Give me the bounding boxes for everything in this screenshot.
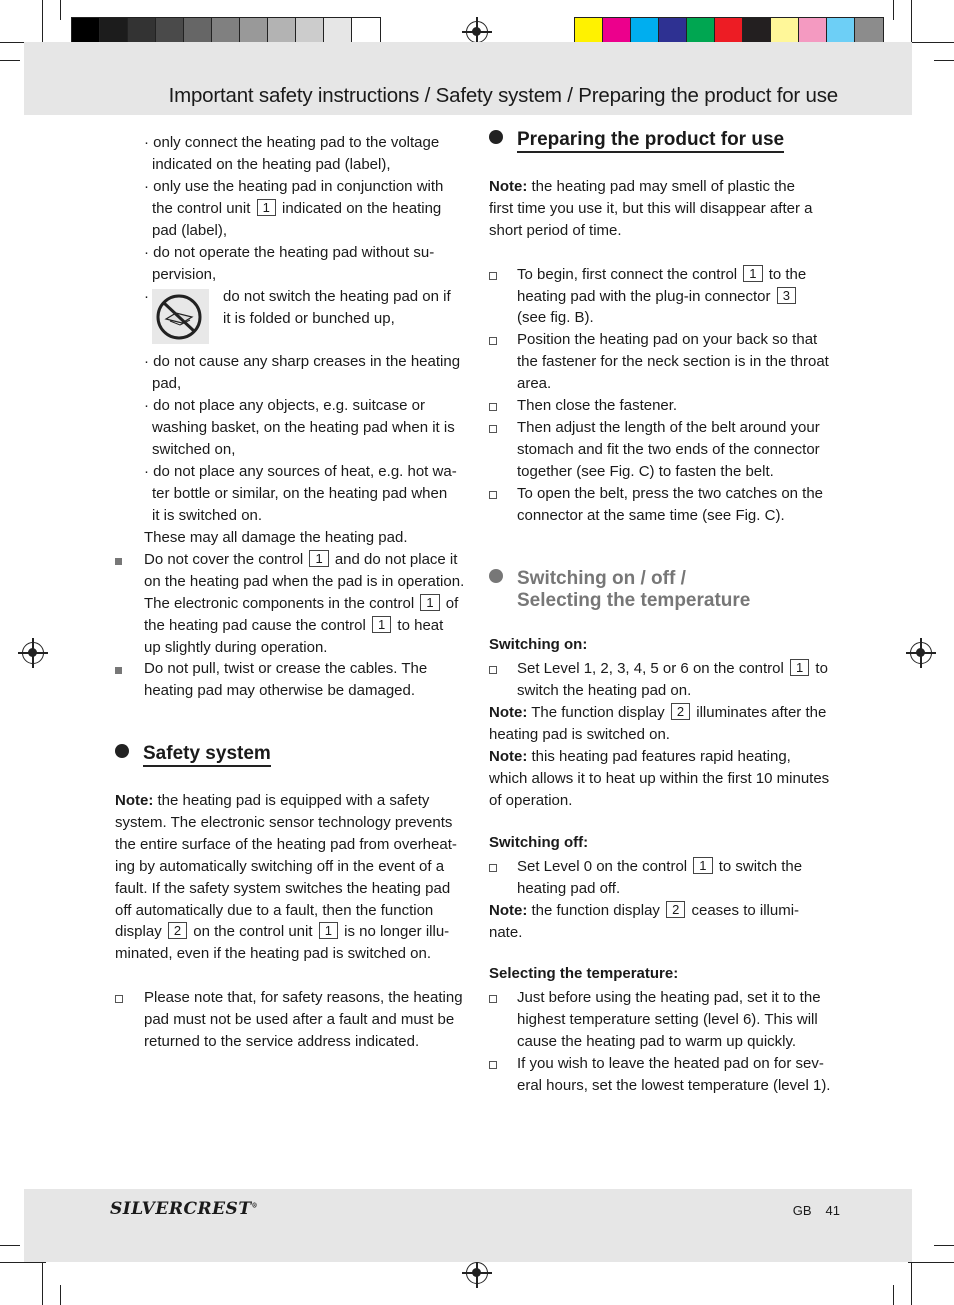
ref-control: 1: [743, 265, 762, 282]
text-line: do not switch the heating pad on if: [223, 288, 451, 305]
text-line: · do not place any sources of heat, e.g. hot wa-: [144, 463, 457, 480]
text-line: minated, even if the heating pad is switched on.: [115, 945, 432, 962]
registration-mark-icon: [466, 21, 488, 43]
crop-mark: [60, 0, 61, 20]
text-line: switch the heating pad on.: [517, 682, 692, 699]
crop-mark: [42, 0, 43, 46]
text-line: highest temperature setting (level 6). This will: [517, 1011, 818, 1028]
checkbox-bullet: [489, 1061, 497, 1069]
ref-control: 1: [790, 659, 809, 676]
bullet-square: [115, 558, 122, 565]
ref-control: 1: [420, 594, 439, 611]
text-line: If you wish to leave the heated pad on for sev-: [517, 1055, 824, 1072]
checkbox-bullet: [489, 864, 497, 872]
ref-control: 1: [319, 922, 338, 939]
text-line: Note: the heating pad is equipped with a safety: [115, 792, 430, 809]
text-line: Note: this heating pad features rapid heating,: [489, 748, 791, 765]
text-line: Then close the fastener.: [517, 397, 678, 414]
ref-display: 2: [671, 703, 690, 720]
crop-mark: [893, 0, 894, 20]
text-line: · do not place any objects, e.g. suitcase or: [144, 397, 425, 414]
text-line: together (see Fig. C) to fasten the belt.: [517, 463, 774, 480]
subheading-switching-off: Switching off:: [489, 834, 589, 851]
checkbox-bullet: [489, 272, 497, 280]
text-line: The electronic components in the control 1 of: [144, 595, 459, 612]
text-line: eral hours, set the lowest temperature (level 1).: [517, 1077, 831, 1094]
text-line: pad (label),: [152, 222, 228, 239]
text-line: · do not operate the heating pad without su-: [144, 244, 435, 261]
text-line: of operation.: [489, 792, 573, 809]
section-heading-switching: Switching on / off /: [489, 568, 686, 590]
crop-mark: [0, 1262, 46, 1263]
ref-control: 1: [257, 199, 276, 216]
registration-mark-icon: [22, 642, 44, 664]
text-line: Note: The function display 2 illuminates after the: [489, 704, 827, 721]
text-line: switched on,: [152, 441, 236, 458]
subheading-temperature: Selecting the temperature:: [489, 965, 679, 982]
no-folding-icon: [152, 289, 209, 344]
text-line: nate.: [489, 924, 523, 941]
page-number: 41: [825, 1203, 840, 1218]
subheading-switching-on: Switching on:: [489, 636, 588, 653]
text-line: Do not cover the control 1 and do not place it: [144, 551, 458, 568]
checkbox-bullet: [115, 995, 123, 1003]
text-line: These may all damage the heating pad.: [144, 529, 408, 546]
text-line: first time you use it, but this will disappear after a: [489, 200, 813, 217]
text-line: (see fig. B).: [517, 309, 594, 326]
checkbox-bullet: [489, 666, 497, 674]
ref-control: 1: [693, 857, 712, 874]
text-line: indicated on the heating pad (label),: [152, 156, 391, 173]
text-line: washing basket, on the heating pad when it is: [152, 419, 455, 436]
text-line: it is folded or bunched up,: [223, 310, 395, 327]
text-line: pervision,: [152, 266, 217, 283]
crop-mark: [0, 60, 20, 61]
page-footer: [24, 1189, 912, 1262]
section-heading-preparing: Preparing the product for use: [489, 129, 784, 151]
text-line: ·: [144, 288, 149, 305]
checkbox-bullet: [489, 403, 497, 411]
section-heading-safety-system: Safety system: [115, 743, 271, 765]
text-line: heating pad off.: [517, 880, 621, 897]
crop-mark: [934, 60, 954, 61]
checkbox-bullet: [489, 491, 497, 499]
text-line: Position the heating pad on your back so that: [517, 331, 818, 348]
text-line: off automatically due to a fault, then the function: [115, 902, 434, 919]
section-heading-switching-line2: Selecting the temperature: [517, 590, 751, 611]
text-line: the entire surface of the heating pad from overheat-: [115, 836, 457, 853]
text-line: display 2 on the control unit 1 is no longer illu-: [115, 923, 450, 940]
text-line: Then adjust the length of the belt around your: [517, 419, 820, 436]
bullet-square: [115, 667, 122, 674]
text-line: returned to the service address indicated.: [144, 1033, 420, 1050]
crop-mark: [60, 1285, 61, 1305]
text-line: heating pad may otherwise be damaged.: [144, 682, 416, 699]
text-line: fault. If the safety system switches the heating pad: [115, 880, 451, 897]
text-line: pad,: [152, 375, 182, 392]
text-line: heating pad is switched on.: [489, 726, 670, 743]
text-line: the heating pad cause the control 1 to heat: [144, 617, 444, 634]
text-line: Set Level 0 on the control 1 to switch the: [517, 858, 803, 875]
text-line: system. The electronic sensor technology prevents: [115, 814, 453, 831]
text-line: Do not pull, twist or crease the cables. The: [144, 660, 428, 677]
text-line: stomach and fit the two ends of the connector: [517, 441, 820, 458]
text-line: ing by automatically switching off in the event of a: [115, 858, 445, 875]
text-line: on the heating pad when the pad is in operation.: [144, 573, 465, 590]
checkbox-bullet: [489, 337, 497, 345]
crop-mark: [893, 1285, 894, 1305]
text-line: the fastener for the neck section is in the throat: [517, 353, 829, 370]
crop-mark: [911, 0, 912, 46]
registration-mark-icon: [466, 1262, 488, 1284]
text-line: Set Level 1, 2, 3, 4, 5 or 6 on the control 1 to: [517, 660, 828, 677]
ref-control: 1: [309, 550, 328, 567]
text-line: it is switched on.: [152, 507, 263, 524]
ref-connector: 3: [777, 287, 796, 304]
text-line: up slightly during operation.: [144, 639, 328, 656]
text-line: the control unit 1 indicated on the heating: [152, 200, 442, 217]
page-title: Important safety instructions / Safety system / Preparing the product for use: [168, 84, 838, 107]
ref-control: 1: [372, 616, 391, 633]
text-line: connector at the same time (see Fig. C).: [517, 507, 785, 524]
checkbox-bullet: [489, 995, 497, 1003]
checkbox-bullet: [489, 425, 497, 433]
text-line: · only connect the heating pad to the voltage: [144, 134, 440, 151]
crop-mark: [0, 1245, 20, 1246]
text-line: ter bottle or similar, on the heating pad when: [152, 485, 448, 502]
text-line: Just before using the heating pad, set it to the: [517, 989, 821, 1006]
text-line: Note: the function display 2 ceases to illumi-: [489, 902, 800, 919]
text-line: To open the belt, press the two catches on the: [517, 485, 824, 502]
crop-mark: [42, 1262, 43, 1305]
text-line: heating pad with the plug-in connector 3: [517, 286, 798, 308]
text-line: which allows it to heat up within the first 10 minutes: [489, 770, 830, 787]
text-line: · do not cause any sharp creases in the heating: [144, 353, 461, 370]
language-code: GB: [792, 1203, 812, 1218]
text-line: pad must not be used after a fault and must be: [144, 1011, 455, 1028]
text-line: short period of time.: [489, 222, 622, 239]
ref-display: 2: [168, 922, 187, 939]
ref-display: 2: [666, 901, 685, 918]
text-line: Note: the heating pad may smell of plastic the: [489, 178, 795, 195]
registration-mark-icon: [910, 642, 932, 664]
page-info: [779, 1203, 840, 1218]
crop-mark: [908, 42, 954, 43]
text-line: · only use the heating pad in conjunction with: [144, 178, 444, 195]
text-line: To begin, first connect the control 1 to the: [517, 266, 807, 283]
text-line: cause the heating pad to warm up quickly.: [517, 1033, 797, 1050]
page-header: [24, 42, 912, 115]
crop-mark: [911, 1262, 912, 1305]
crop-mark: [908, 1262, 954, 1263]
crop-mark: [934, 1245, 954, 1246]
text-line: Please note that, for safety reasons, the heating: [144, 989, 463, 1006]
brand-logo: SILVERCREST®: [110, 1199, 258, 1219]
text-line: area.: [517, 375, 552, 392]
